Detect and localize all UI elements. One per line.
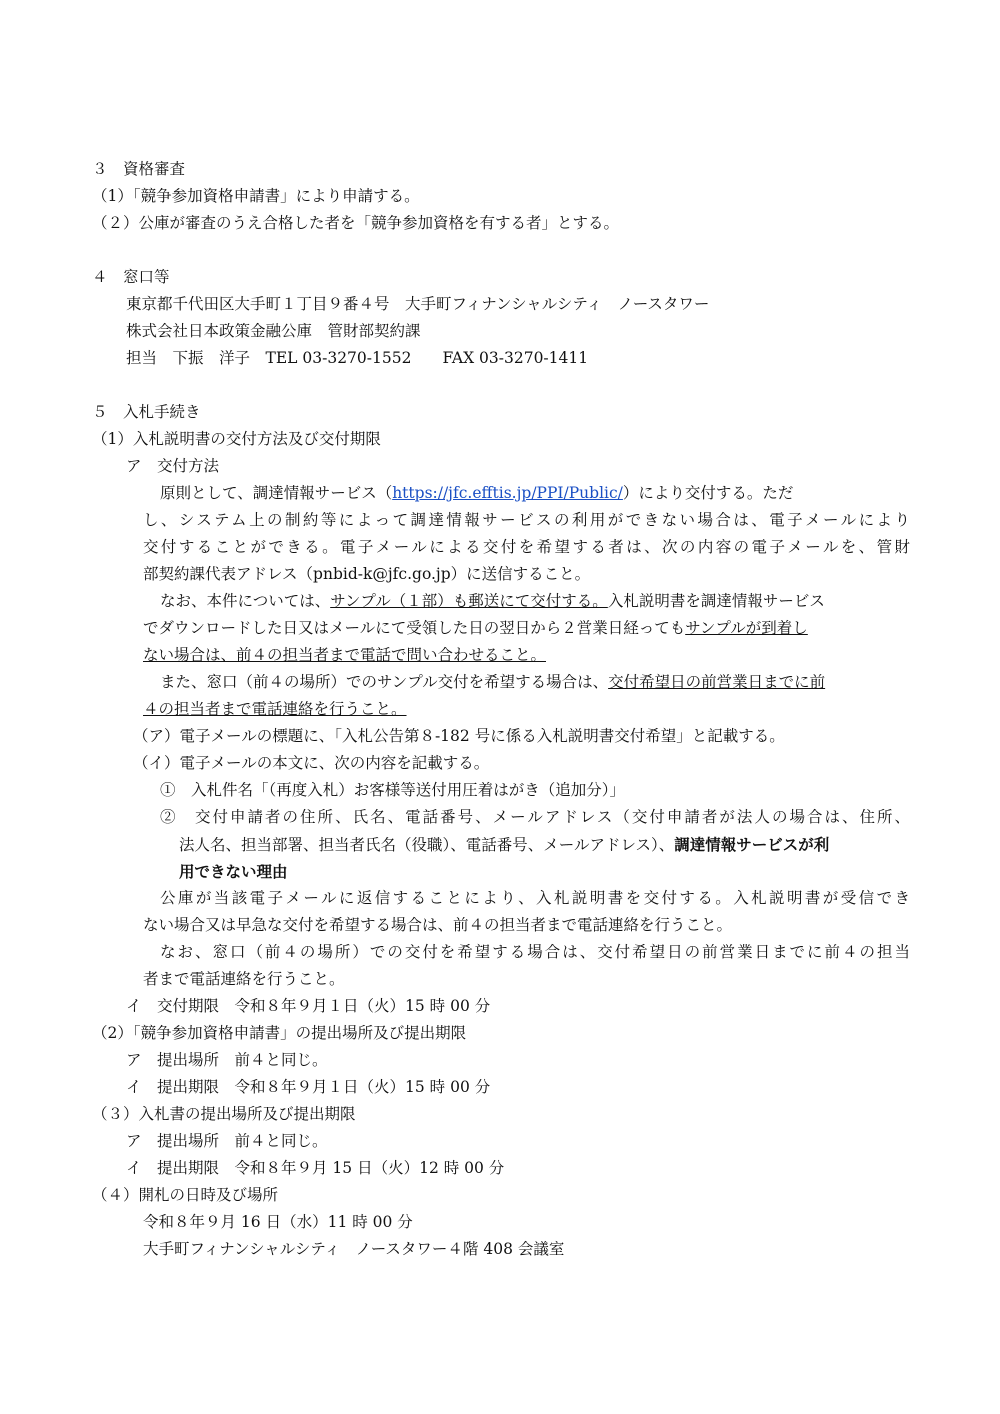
para2-line3-underlined: ない場合は、前４の担当者まで電話で問い合わせること。 — [143, 646, 547, 664]
section-5-2-heading: （2）「競争参加資格申請書」の提出場所及び提出期限 — [92, 1024, 467, 1042]
circled-item-2-line3 — [179, 858, 288, 885]
section-4-heading: ４ 窓口等 — [92, 268, 170, 286]
circled-item-2-line2-pre: 法人名、担当部署、担当者氏名（役職）、電話番号、メールアドレス）、 — [179, 836, 675, 854]
para3-line1-pre: また、窓口（前４の場所）でのサンプル交付を希望する場合は、 — [160, 673, 609, 691]
para1-line1 — [160, 480, 910, 507]
para2-line1 — [160, 588, 910, 615]
para2-line2-pre: でダウンロードした日又はメールにて受領した日の翌日から２営業日経っても — [143, 619, 686, 637]
circled-item-2-line2-bold: 調達情報サービスが利 — [674, 835, 830, 854]
section-3-heading: ３ 資格審査 — [92, 160, 186, 178]
para3-line2-underlined: ４の担当者まで電話連絡を行うこと。 — [143, 700, 407, 718]
issuance-deadline: イ 交付期限 令和８年９月１日（火）15 時 00 分 — [126, 997, 491, 1015]
para2-line2-underlined: サンプルが到着し — [685, 619, 808, 637]
para1-line1-pre: 原則として、調達情報サービス（ — [160, 484, 393, 502]
bid-opening-datetime: 令和８年９月 16 日（水）11 時 00 分 — [143, 1213, 413, 1231]
para5-line1: なお、窓口（前４の場所）での交付を希望する場合は、交付希望日の前営業日までに前４の担当 — [160, 943, 910, 961]
sub-item-a: （ア）電子メールの標題に、「入札公告第８-182 号に係る入札説明書交付希望」と記載する。 — [133, 727, 785, 745]
para4-line2: ない場合又は早急な交付を希望する場合は、前４の担当者まで電話連絡を行うこと。 — [143, 916, 733, 934]
section-4-organization: 株式会社日本政策金融公庫 管財部契約課 — [126, 322, 421, 340]
para2-line2 — [143, 615, 910, 642]
para1-line3: 交付することができる。電子メールによる交付を希望する者は、次の内容の電子メールを、管財 — [143, 538, 910, 556]
para5-line2: 者まで電話連絡を行うこと。 — [143, 970, 345, 988]
sample-mail-notice: サンプル（１部）も郵送にて交付する。 — [330, 592, 608, 610]
section-5-4-heading: （４）開札の日時及び場所 — [92, 1186, 279, 1204]
section-3-item-1: （1）「競争参加資格申請書」により申請する。 — [92, 187, 420, 205]
section-5-3-heading: （３）入札書の提出場所及び提出期限 — [92, 1105, 356, 1123]
para2-line1-post: 入札説明書を調達情報サービス — [607, 592, 825, 610]
para1-line2: し、システム上の制約等によって調達情報サービスの利用ができない場合は、電子メールにより — [143, 511, 910, 529]
sub-item-i: （イ）電子メールの本文に、次の内容を記載する。 — [133, 754, 490, 772]
section-3-item-2: （２）公庫が審査のうえ合格した者を「競争参加資格を有する者」とする。 — [92, 214, 620, 232]
circled-item-2-line1: ② 交付申請者の住所、氏名、電話番号、メールアドレス（交付申請者が法人の場合は、住所、 — [160, 808, 910, 826]
section-5-2-place: ア 提出場所 前４と同じ。 — [126, 1051, 328, 1069]
section-5-3-deadline: イ 提出期限 令和８年９月 15 日（火）12 時 00 分 — [126, 1159, 505, 1177]
para4-line1: 公庫が当該電子メールに返信することにより、入札説明書を交付する。入札説明書が受信でき — [160, 889, 910, 907]
section-4-address: 東京都千代田区大手町１丁目９番４号 大手町フィナンシャルシティ ノースタワー — [126, 295, 710, 313]
section-4-contact: 担当 下振 洋子 TEL 03-3270-1552 FAX 03-3270-1411 — [126, 349, 589, 367]
circled-item-2-line2 — [179, 831, 910, 858]
section-5-heading: ５ 入札手続き — [92, 403, 201, 421]
issuance-method-heading: ア 交付方法 — [126, 457, 220, 475]
procurement-service-link[interactable]: https://jfc.efftis.jp/PPI/Public/ — [392, 484, 623, 502]
circled-item-1: ① 入札件名「（再度入札）お客様等送付用圧着はがき（追加分）」 — [160, 781, 626, 799]
para3-line1 — [160, 669, 910, 696]
section-5-3-place: ア 提出場所 前４と同じ。 — [126, 1132, 328, 1150]
para2-line1-pre: なお、本件については、 — [160, 592, 331, 610]
para3-line1-underlined: 交付希望日の前営業日までに前 — [608, 673, 826, 691]
para3-line2 — [143, 696, 407, 723]
para2-line3 — [143, 642, 546, 669]
bid-opening-place: 大手町フィナンシャルシティ ノースタワー４階 408 会議室 — [143, 1240, 565, 1258]
section-5-1-heading: （1）入札説明書の交付方法及び交付期限 — [92, 430, 381, 448]
para1-line1-post: ）により交付する。ただ — [622, 484, 794, 502]
section-5-2-deadline: イ 提出期限 令和８年９月１日（火）15 時 00 分 — [126, 1078, 491, 1096]
circled-item-2-line3-bold: 用できない理由 — [179, 862, 288, 881]
para1-line4: 部契約課代表アドレス（pnbid-k@jfc.go.jp）に送信すること。 — [143, 565, 591, 583]
